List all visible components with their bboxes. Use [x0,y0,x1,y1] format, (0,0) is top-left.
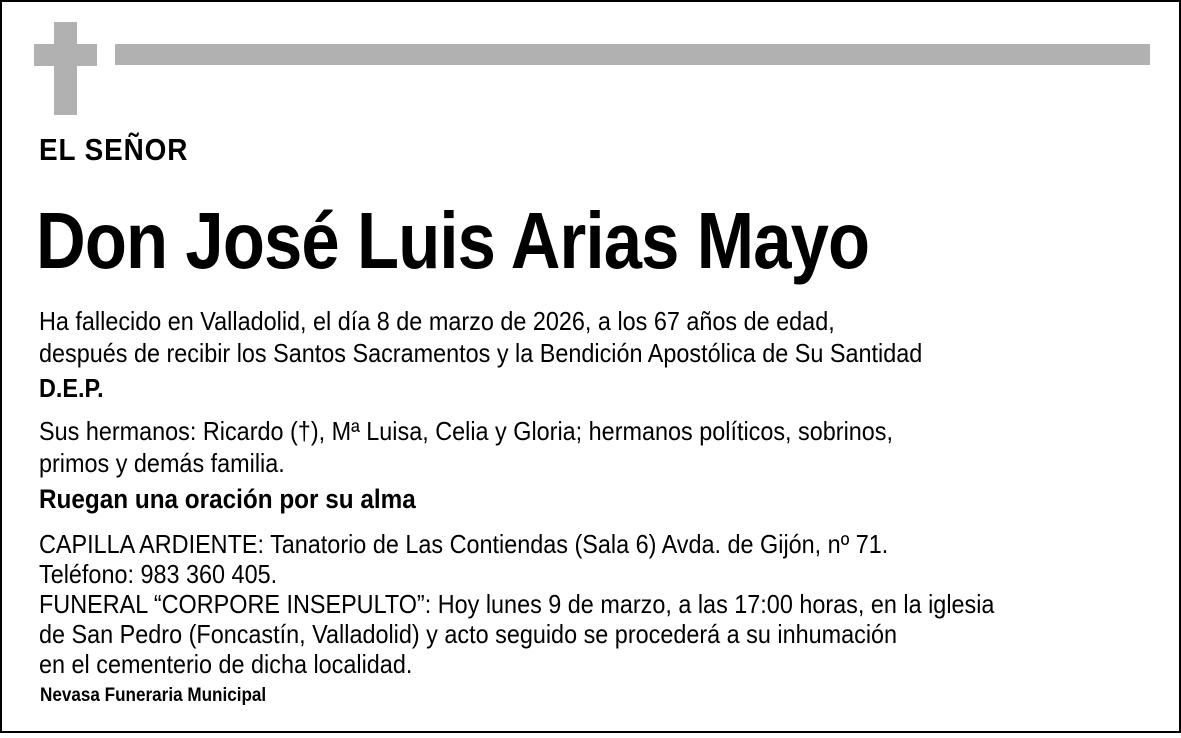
latin-cross-icon [2,2,102,122]
cross-vertical-bar [54,22,77,115]
title-prefix: EL SEÑOR [39,132,189,167]
text-line: primos y demás familia. [39,448,285,478]
text-line: FUNERAL “CORPORE INSEPULTO”: Hoy lunes 9 de marzo, a las 17:00 horas, en la iglesia [39,589,995,619]
deceased-name: Don José Luis Arias Mayo [36,196,870,285]
text-line: en el cementerio de dicha localidad. [39,649,413,679]
family-paragraph [39,415,893,479]
funeral-home-name: Nevasa Funeraria Municipal [40,685,267,706]
header-rule [115,44,1150,65]
dep-abbreviation: D.E.P. [39,373,104,403]
text-line: Sus hermanos: Ricardo (†), Mª Luisa, Celia y Gloria; hermanos políticos, sobrinos, [39,416,894,446]
service-details [39,529,994,679]
text-line: Teléfono: 983 360 405. [39,559,278,589]
text-line: después de recibir los Santos Sacramentos y la Bendición Apostólica de Su Santidad [39,338,923,368]
death-announcement [39,305,922,369]
prayer-request: Ruegan una oración por su alma [39,484,416,514]
text-line: CAPILLA ARDIENTE: Tanatorio de Las Contiendas (Sala 6) Avda. de Gijón, nº 71. [39,529,889,559]
text-line: Ha fallecido en Valladolid, el día 8 de marzo de 2026, a los 67 años de edad, [39,306,835,336]
text-line: de San Pedro (Foncastín, Valladolid) y acto seguido se procederá a su inhumación [39,619,898,649]
cross-horizontal-bar [34,44,97,66]
